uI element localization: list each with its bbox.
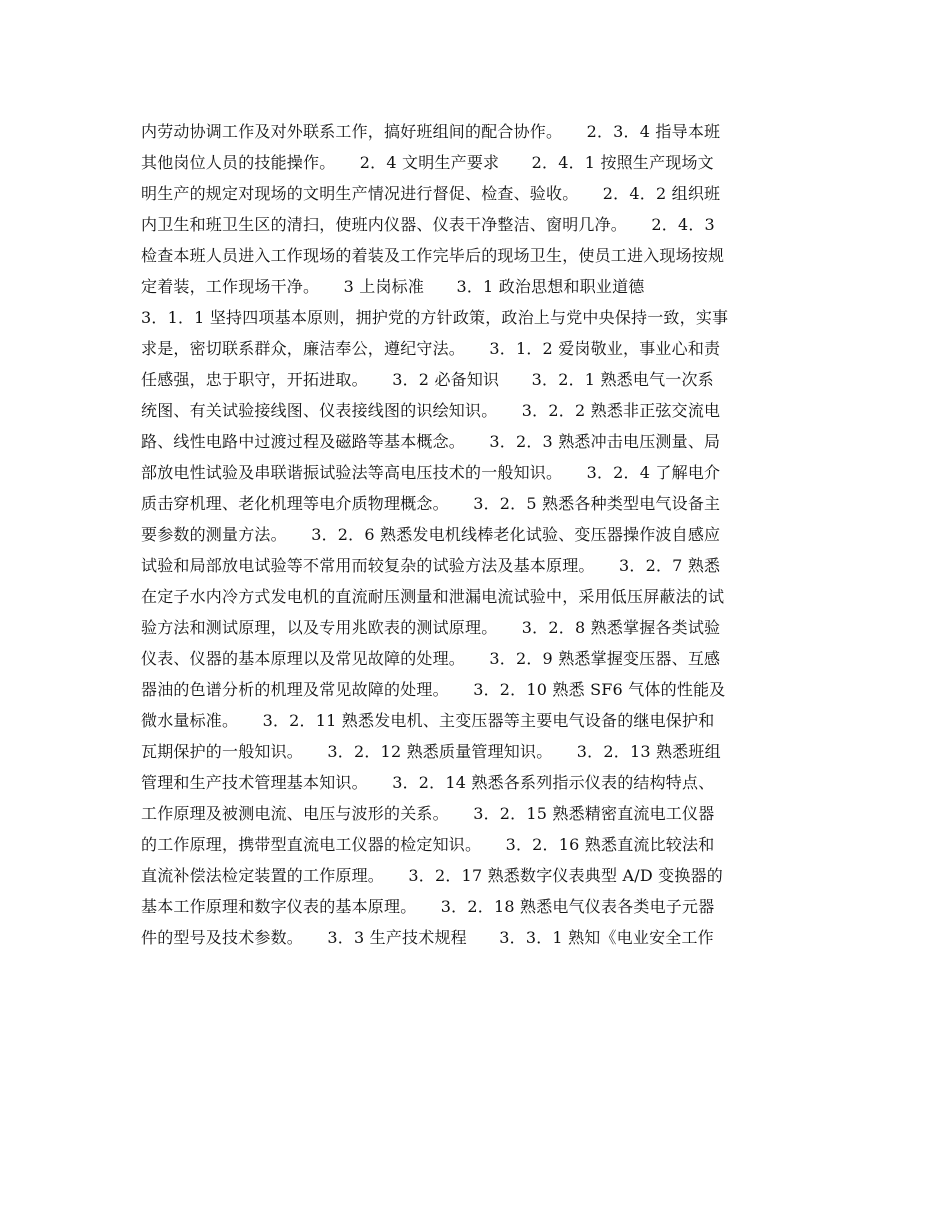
body-text [141, 116, 821, 953]
text-line: 质击穿机理、老化机理等电介质物理概念。 3．2．5 熟悉各种类型电气设备主 [141, 494, 721, 513]
text-line: 内劳动协调工作及对外联系工作，搞好班组间的配合协作。 2．3．4 指导本班 [141, 122, 721, 141]
text-line: 件的型号及技术参数。 3．3 生产技术规程 3．3．1 熟知《电业安全工作 [141, 928, 714, 947]
text-line: 试验和局部放电试验等不常用而较复杂的试验方法及基本原理。 3．2．7 熟悉 [141, 556, 721, 575]
text-line: 直流补偿法检定装置的工作原理。 3．2．17 熟悉数字仪表典型 A/D 变换器的 [141, 866, 723, 885]
text-line: 3．1．1 坚持四项基本原则，拥护党的方针政策，政治上与党中央保持一致，实事 [141, 308, 729, 327]
text-line: 器油的色谱分析的机理及常见故障的处理。 3．2．10 熟悉 SF6 气体的性能及 [141, 680, 726, 699]
text-line: 仪表、仪器的基本原理以及常见故障的处理。 3．2．9 熟悉掌握变压器、互感 [141, 649, 721, 668]
text-line: 基本工作原理和数字仪表的基本原理。 3．2．18 熟悉电气仪表各类电子元器 [141, 897, 715, 916]
text-line: 的工作原理，携带型直流电工仪器的检定知识。 3．2．16 熟悉直流比较法和 [141, 835, 715, 854]
text-line: 瓦期保护的一般知识。 3．2．12 熟悉质量管理知识。 3．2．13 熟悉班组 [141, 742, 721, 761]
text-line: 要参数的测量方法。 3．2．6 熟悉发电机线棒老化试验、变压器操作波自感应 [141, 525, 721, 544]
text-line: 微水量标准。 3．2．11 熟悉发电机、主变压器等主要电气设备的继电保护和 [141, 711, 715, 730]
text-line: 在定子水内冷方式发电机的直流耐压测量和泄漏电流试验中，采用低压屏蔽法的试 [141, 587, 725, 606]
text-line: 工作原理及被测电流、电压与波形的关系。 3．2．15 熟悉精密直流电工仪器 [141, 804, 715, 823]
text-line: 内卫生和班卫生区的清扫，使班内仪器、仪表干净整洁、窗明几净。 2．4．3 [141, 215, 715, 234]
text-line: 求是，密切联系群众，廉洁奉公，遵纪守法。 3．1．2 爱岗敬业，事业心和责 [141, 339, 721, 358]
text-line: 部放电性试验及串联谐振试验法等高电压技术的一般知识。 3．2．4 了解电介 [141, 463, 721, 482]
text-line: 验方法和测试原理，以及专用兆欧表的测试原理。 3．2．8 熟悉掌握各类试验 [141, 618, 721, 637]
text-line: 明生产的规定对现场的文明生产情况进行督促、检查、验收。 2．4．2 组织班 [141, 184, 721, 203]
text-line: 管理和生产技术管理基本知识。 3．2．14 熟悉各系列指示仪表的结构特点、 [141, 773, 715, 792]
text-line: 任感强，忠于职守，开拓进取。 3．2 必备知识 3．2．1 熟悉电气一次系 [141, 370, 714, 389]
text-line: 路、线性电路中过渡过程及磁路等基本概念。 3．2．3 熟悉冲击电压测量、局 [141, 432, 721, 451]
text-line: 其他岗位人员的技能操作。 2．4 文明生产要求 2．4．1 按照生产现场文 [141, 153, 714, 172]
text-line: 统图、有关试验接线图、仪表接线图的识绘知识。 3．2．2 熟悉非正弦交流电 [141, 401, 721, 420]
text-line: 检查本班人员进入工作现场的着装及工作完毕后的现场卫生，使员工进入现场按规 [141, 246, 725, 265]
text-line: 定着装，工作现场干净。 3 上岗标准 3．1 政治思想和职业道德 [141, 277, 645, 296]
